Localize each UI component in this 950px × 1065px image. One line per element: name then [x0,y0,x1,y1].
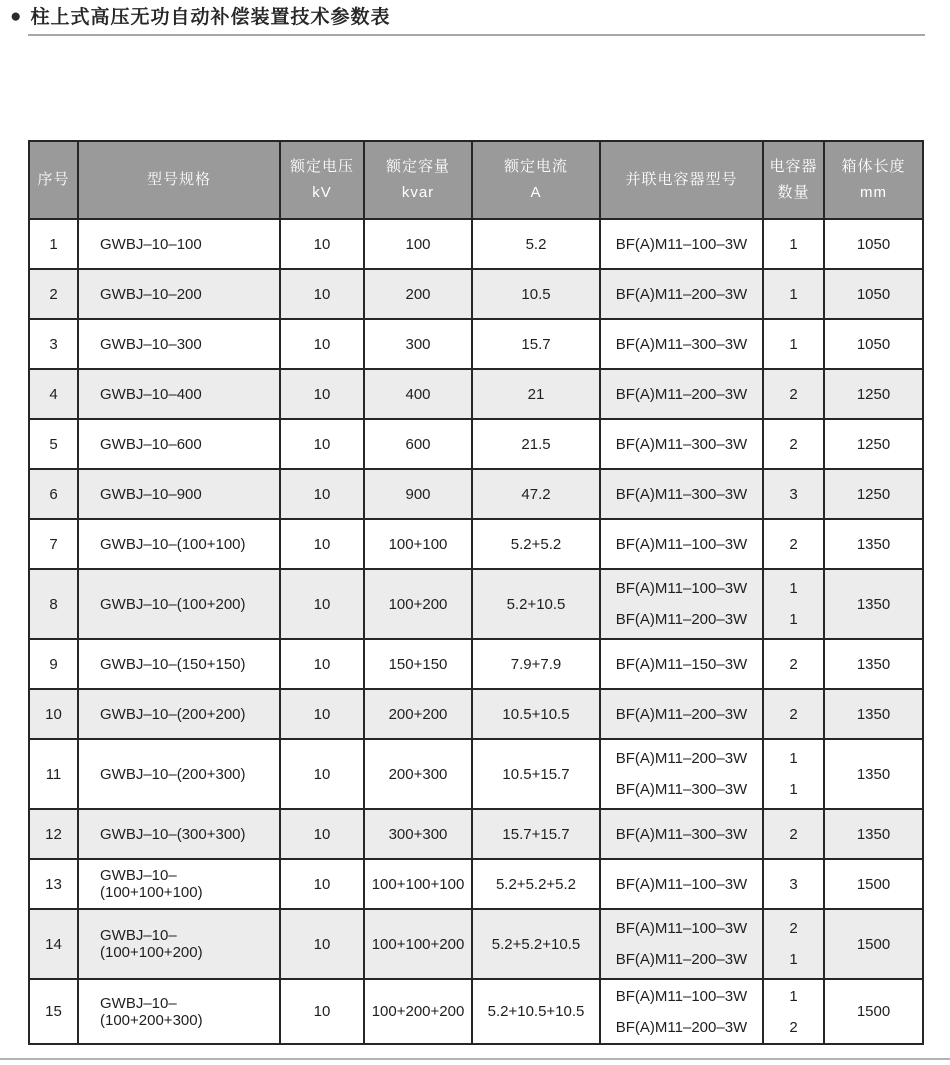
box-length-cell: 1500 [824,909,923,979]
capacitor-model-cell [600,519,763,569]
voltage-cell: 10 [280,979,364,1044]
current-cell: 5.2 [472,219,600,269]
capacitor-count-cell [763,809,824,859]
voltage-cell: 10 [280,369,364,419]
capacitor-count: 2 [789,385,798,403]
voltage-cell: 10 [280,319,364,369]
col-header-serial [29,141,78,219]
capacitor-model: BF(A)M11–100–3W [615,987,748,1005]
capacitor-count: 1 [789,335,798,353]
table-row [29,909,923,979]
model-cell: GWBJ–10–900 [78,469,280,519]
capacitor-model: BF(A)M11–300–3W [615,435,748,453]
col-header-box-length [824,141,923,219]
capacity-cell: 200+200 [364,689,472,739]
table-row [29,269,923,319]
voltage-cell: 10 [280,569,364,639]
serial-cell: 14 [29,909,78,979]
current-cell: 7.9+7.9 [472,639,600,689]
col-header-label: 并联电容器型号 [625,171,738,188]
table-row [29,519,923,569]
serial-cell: 8 [29,569,78,639]
capacity-cell: 100+100+200 [364,909,472,979]
capacitor-count-cell [763,419,824,469]
capacitor-count-cell [763,519,824,569]
col-header-label: 额定容量 [385,158,450,175]
table-row [29,369,923,419]
capacitor-count: 3 [789,875,798,893]
capacitor-count: 1 [789,235,798,253]
serial-cell: 3 [29,319,78,369]
capacitor-model: BF(A)M11–300–3W [615,825,748,843]
table-row [29,569,923,639]
col-header-capacitor-count [763,141,824,219]
current-cell: 21.5 [472,419,600,469]
model-cell: GWBJ–10–100 [78,219,280,269]
capacitor-count-cell [763,739,824,809]
col-header-voltage [280,141,364,219]
model-cell: GWBJ–10–(100+200+300) [78,979,280,1044]
capacity-cell: 400 [364,369,472,419]
capacitor-count: 1 [789,580,798,597]
serial-cell: 5 [29,419,78,469]
box-length-cell: 1350 [824,809,923,859]
capacitor-model-cell [600,319,763,369]
capacitor-count-cell [763,269,824,319]
capacitor-model: BF(A)M11–200–3W [615,705,748,723]
current-cell: 5.2+5.2+10.5 [472,909,600,979]
capacity-cell: 200+300 [364,739,472,809]
voltage-cell: 10 [280,909,364,979]
capacitor-model: BF(A)M11–200–3W [615,285,748,303]
current-cell: 10.5 [472,269,600,319]
capacitor-count: 1 [789,611,798,628]
capacitor-model-cell [600,639,763,689]
capacitor-model: BF(A)M11–100–3W [615,535,748,553]
capacitor-model-cell [600,909,763,979]
col-header-label: 额定电流 [503,158,568,175]
capacitor-model: BF(A)M11–200–3W [615,750,748,767]
capacitor-count-cell [763,219,824,269]
current-cell: 47.2 [472,469,600,519]
serial-cell: 13 [29,859,78,909]
box-length-cell: 1500 [824,859,923,909]
capacitor-model-cell [600,979,763,1044]
box-length-cell: 1050 [824,219,923,269]
table-header [29,141,923,219]
capacitor-count: 2 [789,535,798,553]
title-row [10,4,950,30]
capacitor-model-cell [600,419,763,469]
capacitor-count-cell [763,979,824,1044]
voltage-cell: 10 [280,689,364,739]
capacitor-model-cell [600,859,763,909]
table-row [29,469,923,519]
capacitor-model: BF(A)M11–100–3W [615,875,748,893]
capacitor-model: BF(A)M11–200–3W [615,951,748,968]
voltage-cell: 10 [280,269,364,319]
capacitor-count-cell [763,469,824,519]
table-row [29,979,923,1044]
capacity-cell: 300 [364,319,472,369]
page-bottom-divider [0,1058,950,1060]
model-cell: GWBJ–10–(100+100+200) [78,909,280,979]
box-length-cell: 1350 [824,689,923,739]
table-header-row [29,141,923,219]
capacitor-count: 2 [789,920,798,937]
capacitor-model: BF(A)M11–200–3W [615,385,748,403]
capacitor-count: 2 [789,655,798,673]
capacitor-count: 1 [789,951,798,968]
capacity-cell: 600 [364,419,472,469]
col-header-label: 额定电压 [289,158,354,175]
capacity-cell: 900 [364,469,472,519]
spec-table [28,140,924,1045]
capacity-cell: 100 [364,219,472,269]
table-row [29,219,923,269]
capacitor-count: 2 [789,705,798,723]
current-cell: 21 [472,369,600,419]
capacitor-count-cell [763,639,824,689]
model-cell: GWBJ–10–600 [78,419,280,469]
voltage-cell: 10 [280,809,364,859]
serial-cell: 6 [29,469,78,519]
voltage-cell: 10 [280,469,364,519]
table-row [29,859,923,909]
capacitor-model-cell [600,469,763,519]
capacitor-model-cell [600,689,763,739]
model-cell: GWBJ–10–200 [78,269,280,319]
col-header-capacity [364,141,472,219]
col-header-label: 箱体长度 [841,158,906,175]
capacity-cell: 100+100 [364,519,472,569]
model-cell: GWBJ–10–400 [78,369,280,419]
bullet-icon: ● [10,5,22,27]
capacitor-model: BF(A)M11–100–3W [615,235,748,253]
capacitor-count: 2 [789,825,798,843]
model-cell: GWBJ–10–(200+300) [78,739,280,809]
current-cell: 15.7+15.7 [472,809,600,859]
capacitor-count-cell [763,369,824,419]
capacity-cell: 200 [364,269,472,319]
voltage-cell: 10 [280,419,364,469]
capacitor-model-cell [600,369,763,419]
col-header-label: 型号规格 [146,171,211,188]
serial-cell: 12 [29,809,78,859]
model-cell: GWBJ–10–(200+200) [78,689,280,739]
box-length-cell: 1050 [824,319,923,369]
capacitor-count: 1 [789,987,798,1005]
serial-cell: 1 [29,219,78,269]
voltage-cell: 10 [280,219,364,269]
capacity-cell: 100+200 [364,569,472,639]
table-row [29,689,923,739]
title-divider [28,34,925,36]
capacitor-count: 2 [789,1018,798,1036]
capacity-cell: 300+300 [364,809,472,859]
voltage-cell: 10 [280,859,364,909]
serial-cell: 11 [29,739,78,809]
voltage-cell: 10 [280,519,364,569]
table-row [29,639,923,689]
col-header-model [78,141,280,219]
box-length-cell: 1050 [824,269,923,319]
capacitor-count-cell [763,689,824,739]
box-length-cell: 1350 [824,639,923,689]
current-cell: 15.7 [472,319,600,369]
current-cell: 10.5+10.5 [472,689,600,739]
table-body [29,219,923,1044]
capacitor-model-cell [600,809,763,859]
col-header-unit: kvar [401,184,435,201]
box-length-cell: 1500 [824,979,923,1044]
serial-cell: 15 [29,979,78,1044]
page-title: 柱上式高压无功自动补偿装置技术参数表 [30,6,391,28]
col-header-unit: mm [860,184,887,201]
serial-cell: 4 [29,369,78,419]
serial-cell: 2 [29,269,78,319]
current-cell: 10.5+15.7 [472,739,600,809]
capacitor-model: BF(A)M11–300–3W [615,485,748,503]
current-cell: 5.2+5.2 [472,519,600,569]
col-header-current [472,141,600,219]
col-header-capacitor-model [600,141,763,219]
capacity-cell: 150+150 [364,639,472,689]
capacitor-count-cell [763,909,824,979]
model-cell: GWBJ–10–(100+200) [78,569,280,639]
capacitor-model-cell [600,569,763,639]
box-length-cell: 1250 [824,469,923,519]
col-header-unit: A [530,184,542,201]
capacitor-model: BF(A)M11–100–3W [615,920,748,937]
model-cell: GWBJ–10–300 [78,319,280,369]
capacitor-count-cell [763,569,824,639]
model-cell: GWBJ–10–(300+300) [78,809,280,859]
model-cell: GWBJ–10–(100+100) [78,519,280,569]
serial-cell: 10 [29,689,78,739]
current-cell: 5.2+5.2+5.2 [472,859,600,909]
capacitor-count: 1 [789,750,798,767]
box-length-cell: 1250 [824,419,923,469]
table-row [29,809,923,859]
model-cell: GWBJ–10–(100+100+100) [78,859,280,909]
col-header-unit: kV [312,184,332,201]
capacitor-count-cell [763,859,824,909]
capacitor-count: 3 [789,485,798,503]
capacitor-model: BF(A)M11–200–3W [615,1018,748,1036]
page-header [0,0,950,36]
table-row [29,419,923,469]
capacitor-model: BF(A)M11–150–3W [615,655,748,673]
capacitor-model-cell [600,219,763,269]
col-header-unit: 数量 [777,184,810,201]
capacitor-count: 1 [789,285,798,303]
box-length-cell: 1350 [824,519,923,569]
serial-cell: 9 [29,639,78,689]
capacity-cell: 100+200+200 [364,979,472,1044]
model-cell: GWBJ–10–(150+150) [78,639,280,689]
capacitor-count-cell [763,319,824,369]
capacity-cell: 100+100+100 [364,859,472,909]
voltage-cell: 10 [280,639,364,689]
capacitor-model: BF(A)M11–300–3W [615,335,748,353]
box-length-cell: 1350 [824,569,923,639]
serial-cell: 7 [29,519,78,569]
capacitor-count: 1 [789,781,798,798]
capacitor-model-cell [600,739,763,809]
current-cell: 5.2+10.5+10.5 [472,979,600,1044]
voltage-cell: 10 [280,739,364,809]
col-header-label: 电容器 [769,158,818,175]
capacitor-model: BF(A)M11–300–3W [615,781,748,798]
capacitor-model-cell [600,269,763,319]
table-row [29,739,923,809]
box-length-cell: 1250 [824,369,923,419]
col-header-label: 序号 [37,171,70,188]
capacitor-model: BF(A)M11–200–3W [615,611,748,628]
box-length-cell: 1350 [824,739,923,809]
table-row [29,319,923,369]
capacitor-model: BF(A)M11–100–3W [615,580,748,597]
capacitor-count: 2 [789,435,798,453]
current-cell: 5.2+10.5 [472,569,600,639]
